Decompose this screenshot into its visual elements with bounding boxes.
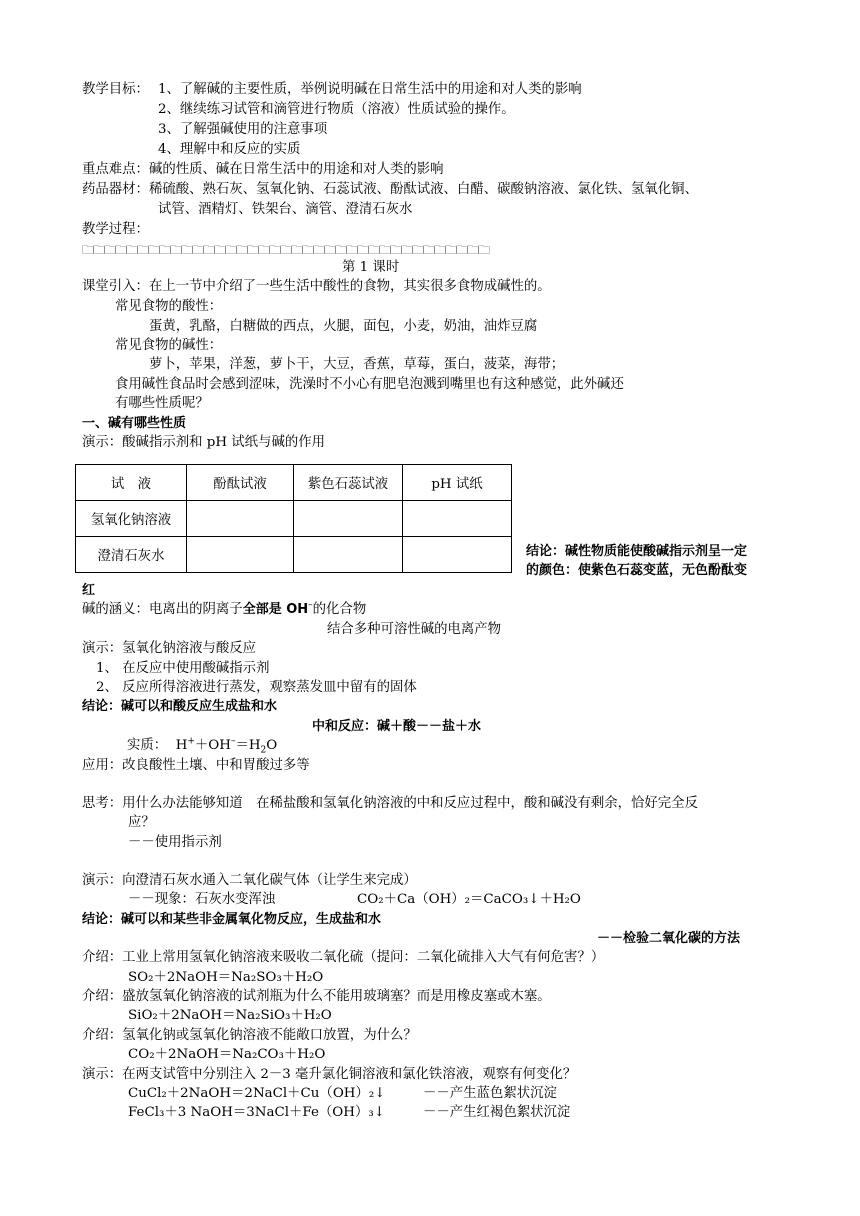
table-cell: [187, 501, 294, 537]
basic-label: 常见食物的碱性：: [115, 338, 223, 353]
table-header: 酚酞试液: [187, 465, 294, 501]
objectives-label: 教学目标：: [82, 82, 149, 97]
table-header: pH 试纸: [403, 465, 512, 501]
table-header: 紫色石蕊试液: [294, 465, 403, 501]
process-label: 教学过程：: [82, 222, 149, 237]
acidic-foods: 蛋黄，乳酪，白糖做的西点，火腿，面包，小麦，奶油，油炸豆腐: [149, 319, 538, 334]
table-cell: 氢氧化钠溶液: [76, 501, 187, 537]
co2-test-note: －－检验二氧化碳的方法: [597, 931, 741, 946]
materials-line: 药品器材：稀硫酸、熟石灰、氢氧化钠、石蕊试液、酚酞试液、白醋、碳酸钠溶液、氯化铁、氢氧化铜、: [82, 182, 698, 197]
intro-line: 介绍：工业上常用氢氧化钠溶液来吸收二氧化硫（提问：二氧化硫排入大气有何危害？）: [82, 950, 605, 965]
equation: SiO₂＋2NaOH＝Na₂SiO₃＋H₂O: [128, 1008, 332, 1023]
base-definition: [82, 600, 366, 620]
demo-line: 演示：酸碱指示剂和 pH 试纸与碱的作用: [82, 435, 326, 450]
table-header: 试 液: [76, 465, 187, 501]
definition-prefix: 碱的涵义：电离出的阴离子: [82, 602, 243, 617]
step-item: 1、 在反应中使用酸碱指示剂: [96, 661, 270, 676]
intro-question: 食用碱性食品时会感到涩味，洗澡时不小心有肥皂泡溅到嘴里也有这种感觉，此外碱还: [115, 377, 624, 392]
acidic-label: 常见食物的酸性：: [115, 299, 223, 314]
essence-h: H: [175, 738, 188, 753]
equation: CO₂＋Ca（OH）₂＝CaCO₃↓＋H₂O: [357, 892, 581, 907]
objective-item: 3、了解强碱使用的注意事项: [158, 122, 328, 137]
indicator-table: [75, 464, 512, 573]
table-cell: 澄清石灰水: [76, 537, 187, 573]
intro-question: 有哪些性质呢？: [115, 396, 209, 411]
essence-plus-sup: +: [187, 736, 195, 747]
essence-o: O: [266, 738, 278, 753]
demo-line: 演示：在两支试管中分别注入 2－3 毫升氯化铜溶液和氯化铁溶液，观察有何变化？: [82, 1067, 577, 1082]
conclusion-line: 结论：碱可以和某些非金属氧化物反应，生成盐和水: [82, 912, 382, 927]
basic-foods: 萝卜，苹果，洋葱，萝卜干，大豆，香蕉，草莓，蛋白，菠菜，海带；: [149, 357, 565, 372]
essence-eq: ＝H: [235, 738, 261, 753]
table-row: [76, 537, 512, 573]
lesson-title: 第 1 课时: [342, 260, 400, 275]
think-line: 应？: [128, 815, 155, 830]
key-points: 重点难点：碱的性质、碱在日常生活中的用途和对人类的影响: [82, 162, 444, 177]
result-note: －－产生蓝色絮状沉淀: [423, 1086, 557, 1101]
conclusion-line: 红: [82, 583, 96, 598]
section-heading: 一、碱有哪些性质: [82, 416, 187, 431]
equation: CuCl₂＋2NaOH＝2NaCl＋Cu（OH）₂↓: [128, 1086, 386, 1101]
intro-line: 介绍：盛放氢氧化钠溶液的试剂瓶为什么不能用玻璃塞？而是用橡皮塞或木塞。: [82, 989, 551, 1004]
objective-item: 4、理解中和反应的实质: [158, 142, 301, 157]
intro-line: 课堂引入：在上一节中介绍了一些生活中酸性的食物，其实很多食物成碱性的。: [82, 279, 551, 294]
table-cell: [187, 537, 294, 573]
think-answer: －－使用指示剂: [128, 835, 222, 850]
equation: SO₂＋2NaOH＝Na₂SO₃＋H₂O: [128, 970, 324, 985]
application-line: 应用：改良酸性土壤、中和胃酸过多等: [82, 758, 310, 773]
essence-line: [127, 736, 277, 756]
conclusion-line: 结论：碱可以和酸反应生成盐和水: [82, 699, 278, 714]
phenomenon-line: －－现象：石灰水变浑浊: [128, 892, 276, 907]
equation: FeCl₃＋3 NaOH＝3NaCl＋Fe（OH）₃↓: [128, 1105, 385, 1120]
conclusion-line: 结论：碱性物质能使酸碱指示剂呈一定: [526, 544, 748, 559]
objective-item: 1、了解碱的主要性质，举例说明碱在日常生活中的用途和对人类的影响: [158, 82, 582, 97]
definition-suffix: 的化合物: [312, 602, 367, 617]
definition-bold: 全部是 OH: [242, 602, 309, 617]
folder-icon-row: 🗀🗀🗀🗀🗀🗀🗀🗀🗀🗀🗀🗀🗀🗀🗀🗀🗀🗀🗀🗀🗀🗀🗀🗀🗀🗀🗀🗀🗀🗀🗀🗀🗀🗀🗀🗀🗀: [82, 243, 490, 257]
essence-label: 实质：: [127, 738, 168, 753]
intro-line: 介绍：氢氧化钠或氢氧化钠溶液不能敞口放置，为什么？: [82, 1028, 417, 1043]
table-cell: [403, 501, 512, 537]
step-item: 2、 反应所得溶液进行蒸发，观察蒸发皿中留有的固体: [96, 680, 417, 695]
equation: CO₂＋2NaOH＝Na₂CO₃＋H₂O: [128, 1047, 326, 1062]
materials-line: 试管、酒精灯、铁架台、滴管、澄清石灰水: [158, 202, 413, 217]
table-header-row: [76, 465, 512, 501]
ionization-note: 结合多种可溶性碱的电离产物: [327, 622, 502, 637]
table-cell: [294, 501, 403, 537]
table-cell: [294, 537, 403, 573]
neutralization-heading: 中和反应：碱＋酸－－盐＋水: [312, 719, 482, 734]
definition-sup: –: [308, 600, 313, 611]
table-row: [76, 501, 512, 537]
conclusion-line: 的颜色：使紫色石蕊变蓝，无色酚酞变: [526, 563, 748, 578]
result-note: －－产生红褐色絮状沉淀: [423, 1105, 571, 1120]
essence-minus-sup: –: [230, 736, 236, 747]
essence-oh: ＋OH: [194, 738, 231, 753]
demo-line: 演示：向澄清石灰水通入二氧化碳气体（让学生来完成）: [82, 873, 417, 888]
think-line: 思考：用什么办法能够知道 在稀盐酸和氢氧化钠溶液的中和反应过程中，酸和碱没有剩余，恰好完全反: [82, 796, 698, 811]
demo-line: 演示：氢氧化钠溶液与酸反应: [82, 641, 257, 656]
objective-item: 2、继续练习试管和滴管进行物质（溶液）性质试验的操作。: [158, 102, 515, 117]
essence-sub: 2: [260, 745, 267, 756]
table-cell: [403, 537, 512, 573]
